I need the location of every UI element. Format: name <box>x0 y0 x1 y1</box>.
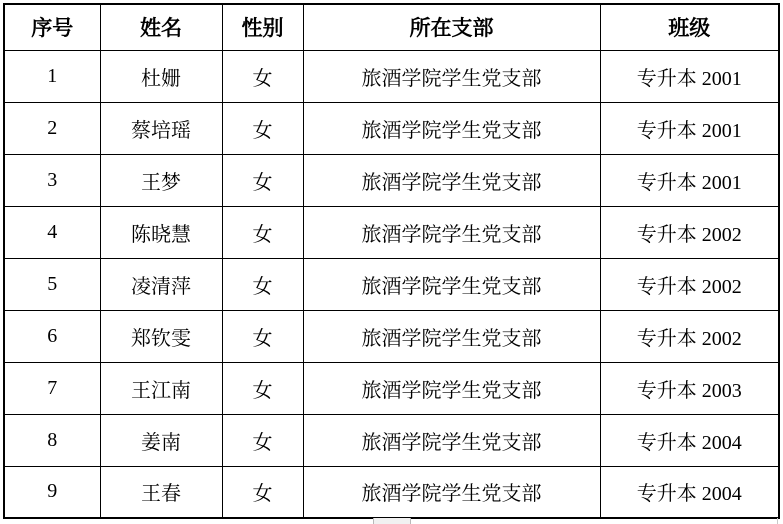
col-header-name: 姓名 <box>100 4 222 50</box>
cell-branch: 旅酒学院学生党支部 <box>303 466 600 518</box>
table-row <box>4 154 779 206</box>
header-row <box>4 4 779 50</box>
cell-class: 专升本 2002 <box>600 258 779 310</box>
col-header-gender: 性别 <box>222 4 303 50</box>
cell-branch: 旅酒学院学生党支部 <box>303 206 600 258</box>
cell-name: 王春 <box>100 466 222 518</box>
col-header-class: 班级 <box>600 4 779 50</box>
cell-name: 王梦 <box>100 154 222 206</box>
cell-class: 专升本 2001 <box>600 50 779 102</box>
cell-gender: 女 <box>222 414 303 466</box>
cell-gender: 女 <box>222 102 303 154</box>
cell-branch: 旅酒学院学生党支部 <box>303 154 600 206</box>
cell-gender: 女 <box>222 154 303 206</box>
cell-serial: 2 <box>4 102 100 154</box>
cell-serial: 3 <box>4 154 100 206</box>
next-row-fragment <box>373 518 411 524</box>
cell-class: 专升本 2004 <box>600 466 779 518</box>
table-row <box>4 206 779 258</box>
cell-gender: 女 <box>222 310 303 362</box>
cell-branch: 旅酒学院学生党支部 <box>303 310 600 362</box>
cell-gender: 女 <box>222 50 303 102</box>
cell-class: 专升本 2004 <box>600 414 779 466</box>
cell-serial: 9 <box>4 466 100 518</box>
cell-name: 郑钦雯 <box>100 310 222 362</box>
table-row <box>4 466 779 518</box>
table-row <box>4 102 779 154</box>
cell-class: 专升本 2002 <box>600 310 779 362</box>
cell-serial: 4 <box>4 206 100 258</box>
cell-name: 凌清萍 <box>100 258 222 310</box>
cell-branch: 旅酒学院学生党支部 <box>303 414 600 466</box>
cell-name: 陈晓慧 <box>100 206 222 258</box>
table-row <box>4 310 779 362</box>
cell-serial: 7 <box>4 362 100 414</box>
col-header-serial: 序号 <box>4 4 100 50</box>
cell-class: 专升本 2002 <box>600 206 779 258</box>
cell-name: 杜姗 <box>100 50 222 102</box>
table-row <box>4 50 779 102</box>
cell-branch: 旅酒学院学生党支部 <box>303 50 600 102</box>
cell-serial: 8 <box>4 414 100 466</box>
table-row <box>4 258 779 310</box>
cell-class: 专升本 2001 <box>600 102 779 154</box>
cell-name: 姜南 <box>100 414 222 466</box>
col-header-branch: 所在支部 <box>303 4 600 50</box>
cell-gender: 女 <box>222 206 303 258</box>
cell-name: 王江南 <box>100 362 222 414</box>
cell-gender: 女 <box>222 258 303 310</box>
cell-branch: 旅酒学院学生党支部 <box>303 102 600 154</box>
cell-serial: 6 <box>4 310 100 362</box>
cell-class: 专升本 2001 <box>600 154 779 206</box>
table-border-stub <box>777 518 778 524</box>
member-roster-table <box>3 3 780 519</box>
cell-name: 蔡培瑶 <box>100 102 222 154</box>
table-row <box>4 414 779 466</box>
table-row <box>4 362 779 414</box>
cell-branch: 旅酒学院学生党支部 <box>303 258 600 310</box>
cell-serial: 5 <box>4 258 100 310</box>
cell-gender: 女 <box>222 362 303 414</box>
cell-gender: 女 <box>222 466 303 518</box>
cell-serial: 1 <box>4 50 100 102</box>
cell-branch: 旅酒学院学生党支部 <box>303 362 600 414</box>
cell-class: 专升本 2003 <box>600 362 779 414</box>
